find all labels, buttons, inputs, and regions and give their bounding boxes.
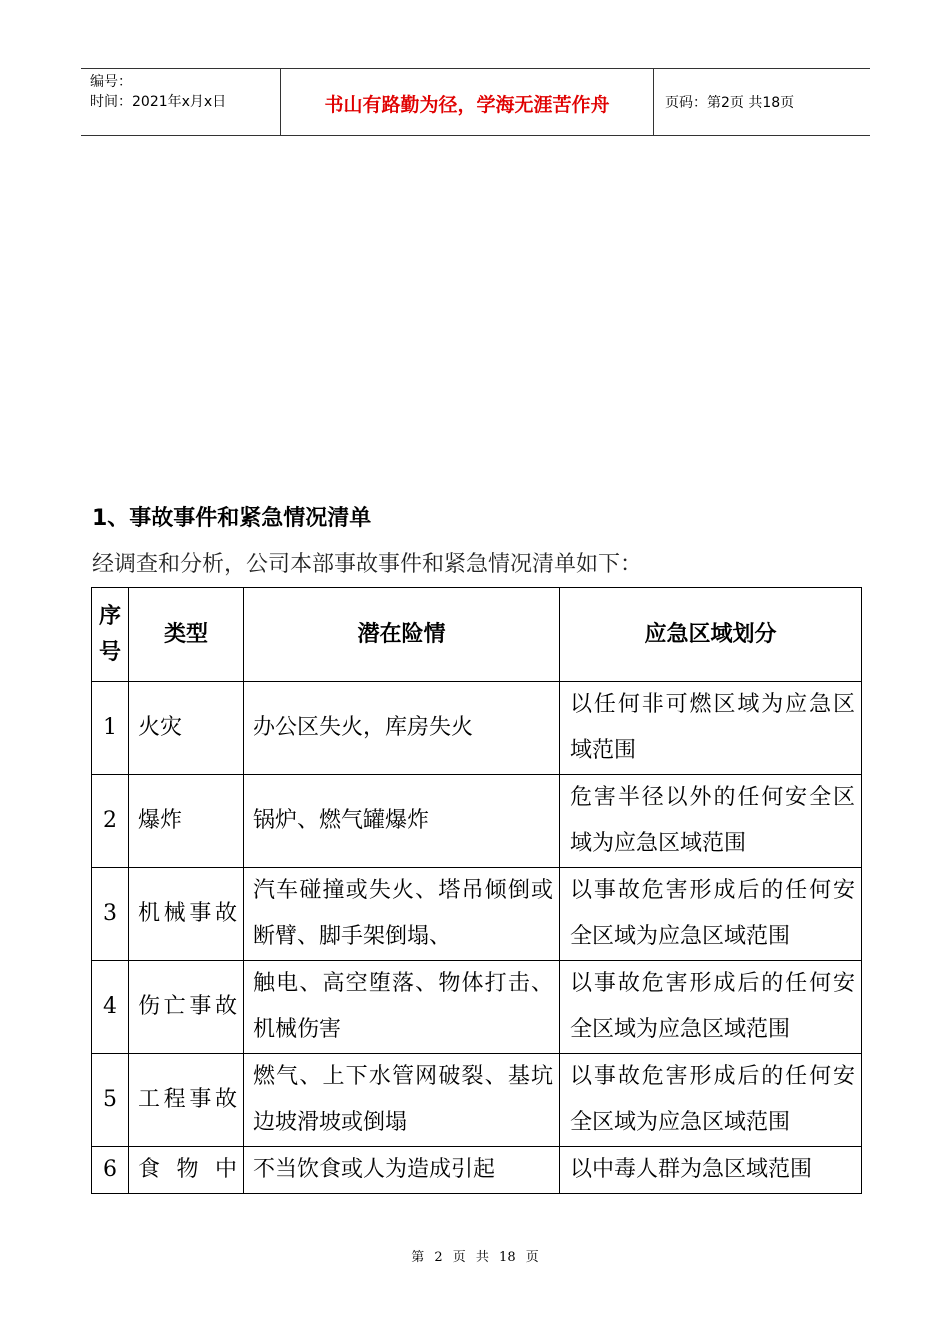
page-footer: 第 2 页 共 18 页 bbox=[411, 1250, 539, 1265]
emergency-list-table bbox=[91, 587, 862, 1194]
document-number-label: 编号： bbox=[90, 74, 132, 90]
cell-no: 2 bbox=[92, 775, 129, 868]
cell-type: 机械事故 bbox=[129, 868, 244, 961]
cell-zone: 以任何非可燃区域为应急区域范围 bbox=[560, 682, 862, 775]
table-row bbox=[92, 868, 862, 961]
header-cell-no bbox=[92, 588, 129, 682]
cell-zone: 以事故危害形成后的任何安全区域为应急区域范围 bbox=[560, 961, 862, 1054]
cell-type: 食物中 bbox=[129, 1147, 244, 1194]
cell-zone: 以事故危害形成后的任何安全区域为应急区域范围 bbox=[560, 868, 862, 961]
cell-type: 火灾 bbox=[129, 682, 244, 775]
cell-no: 6 bbox=[92, 1147, 129, 1194]
section-intro: 经调查和分析，公司本部事故事件和紧急情况清单如下： bbox=[92, 552, 643, 577]
cell-zone: 以中毒人群为急区域范围 bbox=[560, 1147, 862, 1194]
section-title: 1、事故事件和紧急情况清单 bbox=[92, 506, 372, 531]
page-header bbox=[81, 68, 870, 136]
cell-type: 工程事故 bbox=[129, 1054, 244, 1147]
cell-no: 4 bbox=[92, 961, 129, 1054]
table-header-row bbox=[92, 588, 862, 682]
header-page-label: 页码：第2页 共18页 bbox=[665, 95, 795, 111]
cell-no: 5 bbox=[92, 1054, 129, 1147]
cell-risk: 触电、高空堕落、物体打击、机械伤害 bbox=[244, 961, 560, 1054]
cell-zone: 以事故危害形成后的任何安全区域为应急区域范围 bbox=[560, 1054, 862, 1147]
cell-type: 伤亡事故 bbox=[129, 961, 244, 1054]
header-meta bbox=[81, 69, 281, 135]
cell-no: 1 bbox=[92, 682, 129, 775]
cell-no: 3 bbox=[92, 868, 129, 961]
table-row bbox=[92, 1147, 862, 1194]
document-time-label: 时间：2021年x月x日 bbox=[90, 94, 227, 110]
header-cell-zone: 应急区域划分 bbox=[560, 588, 862, 682]
table-row bbox=[92, 775, 862, 868]
cell-risk: 汽车碰撞或失火、塔吊倾倒或断臂、脚手架倒塌、 bbox=[244, 868, 560, 961]
cell-type: 爆炸 bbox=[129, 775, 244, 868]
table-row bbox=[92, 1054, 862, 1147]
table-row bbox=[92, 682, 862, 775]
cell-risk: 锅炉、燃气罐爆炸 bbox=[244, 775, 560, 868]
cell-zone: 危害半径以外的任何安全区域为应急区域范围 bbox=[560, 775, 862, 868]
header-motto: 书山有路勤为径，学海无涯苦作舟 bbox=[281, 69, 654, 135]
cell-risk: 办公区失火，库房失火 bbox=[244, 682, 560, 775]
header-cell-type: 类型 bbox=[129, 588, 244, 682]
cell-risk: 燃气、上下水管网破裂、基坑边坡滑坡或倒塌 bbox=[244, 1054, 560, 1147]
cell-risk: 不当饮食或人为造成引起 bbox=[244, 1147, 560, 1194]
table-row bbox=[92, 961, 862, 1054]
header-no-text: 序号 bbox=[98, 603, 121, 665]
header-cell-risk: 潜在险情 bbox=[244, 588, 560, 682]
